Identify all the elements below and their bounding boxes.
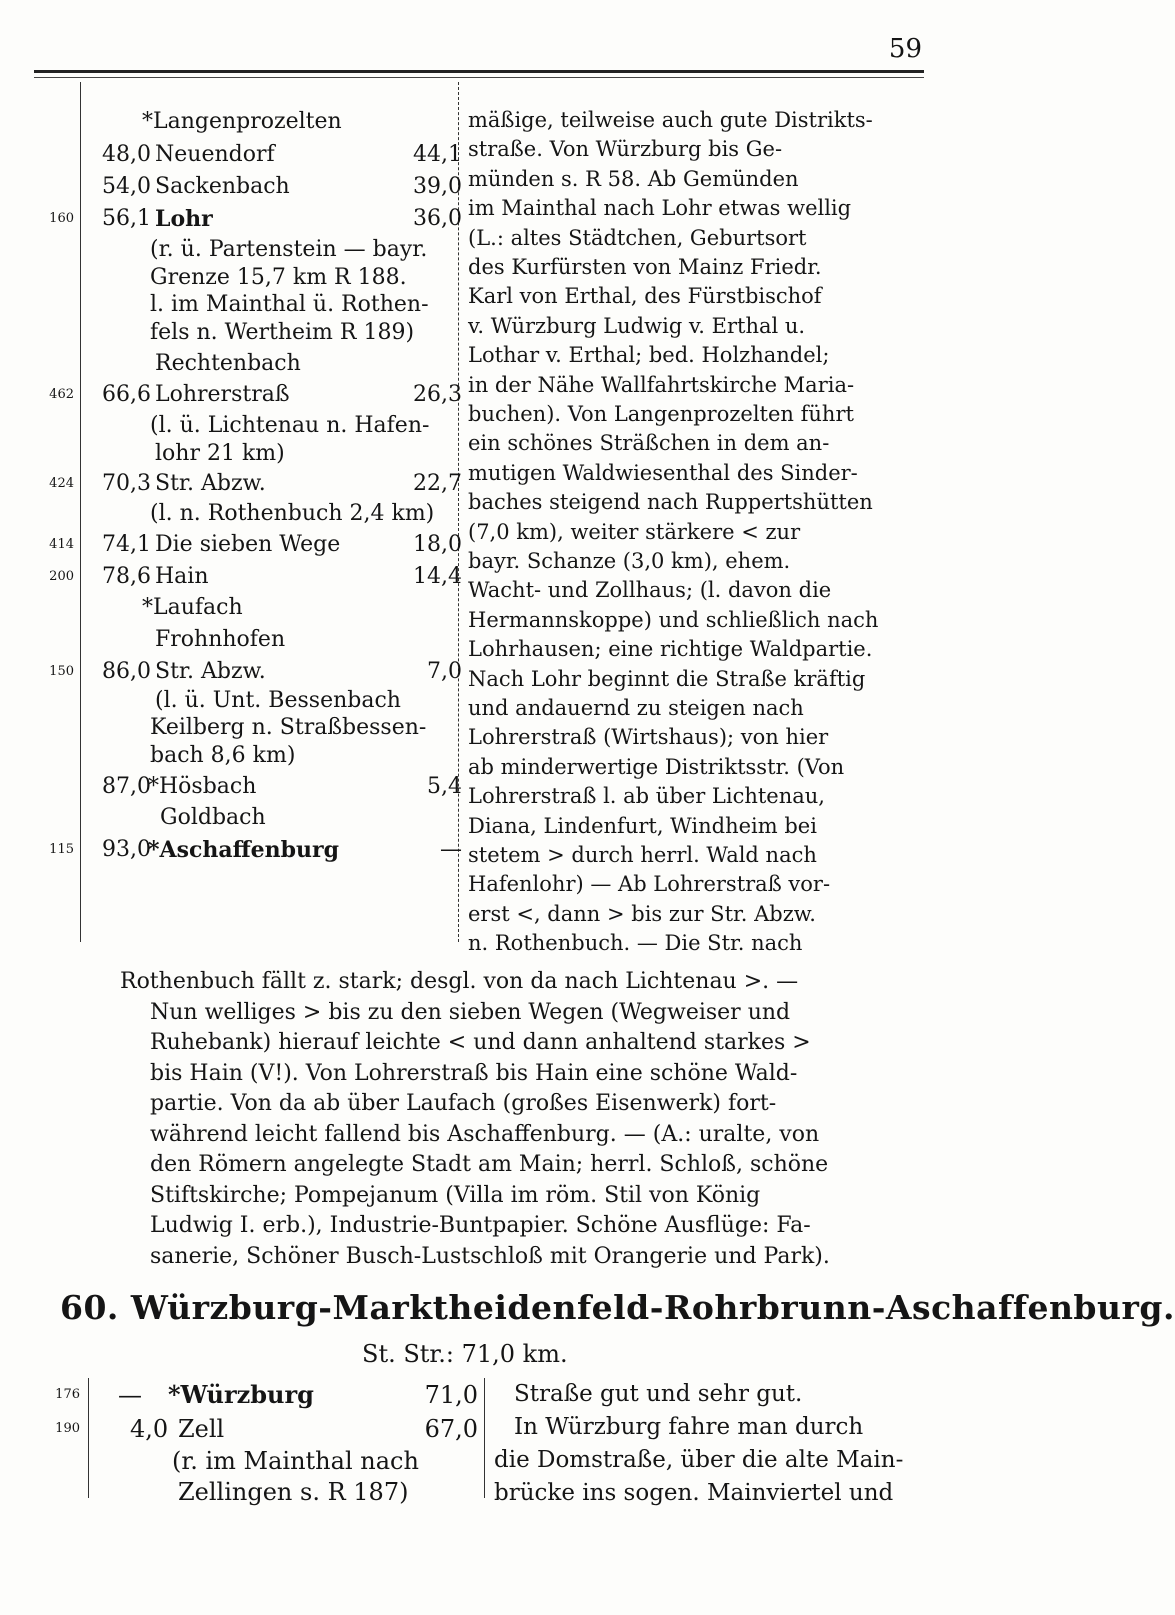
remaining-distance: 14,4 bbox=[413, 564, 462, 590]
altitude: 150 bbox=[49, 663, 74, 679]
text-line: bayr. Schanze (3,0 km), ehem. bbox=[468, 549, 791, 573]
place-name: Lohrerstraß bbox=[155, 382, 290, 408]
route-row bbox=[0, 202, 470, 236]
route-continuation: *Langenprozelten bbox=[142, 108, 342, 134]
text-line: ein schönes Sträßchen in dem an- bbox=[468, 431, 830, 456]
place-name: *Würzburg bbox=[168, 1380, 314, 1409]
text-line: und andauernd zu steigen nach bbox=[468, 696, 804, 720]
place-name: *Laufach bbox=[142, 595, 243, 621]
text-line: im Mainthal nach Lohr etwas wellig bbox=[468, 196, 852, 221]
distance: 66,6 bbox=[102, 382, 151, 408]
altitude: 160 bbox=[49, 211, 74, 226]
place-name: Str. Abzw. bbox=[155, 658, 266, 684]
remaining-distance: 22,7 bbox=[413, 471, 462, 497]
header-rule bbox=[34, 70, 924, 73]
text-line: brücke ins sogen. Mainviertel und bbox=[494, 1480, 894, 1506]
page-number: 59 bbox=[888, 34, 922, 64]
distance: 70,3 bbox=[102, 471, 151, 497]
route-row bbox=[0, 138, 470, 172]
route-subheading: St. Str.: 71,0 km. bbox=[362, 1340, 568, 1368]
route-note: (l. ü. Lichtenau n. Hafen- bbox=[150, 413, 430, 439]
remaining-distance: 26,3 bbox=[413, 382, 462, 408]
route-note: (r. ü. Partenstein — bayr. bbox=[150, 237, 428, 263]
route-note: Grenze 15,7 km R 188. bbox=[150, 264, 407, 290]
place-name: *Hösbach bbox=[148, 774, 257, 800]
route-note: (l. ü. Unt. Bessenbach bbox=[155, 687, 401, 713]
remaining-distance: 67,0 bbox=[424, 1415, 478, 1443]
distance: — bbox=[118, 1381, 142, 1409]
route-row bbox=[0, 528, 470, 562]
text-line: stetem > durch herrl. Wald nach bbox=[468, 843, 817, 867]
distance: 86,0 bbox=[102, 658, 151, 684]
distance: 74,1 bbox=[102, 532, 151, 558]
route-note: fels n. Wertheim R 189) bbox=[150, 319, 415, 345]
altitude: 414 bbox=[49, 537, 74, 553]
place-name: Lohr bbox=[155, 206, 213, 232]
place-name: Frohnhofen bbox=[155, 627, 286, 653]
text-line: Ruhebank) hierauf leichte < und dann anhaltend starkes > bbox=[150, 1030, 811, 1055]
place-name: Zell bbox=[178, 1415, 225, 1443]
altitude: 424 bbox=[49, 476, 74, 492]
place-name: Die sieben Wege bbox=[155, 532, 341, 558]
text-line: während leicht fallend bis Aschaffenburg. — (A.: uralte, von bbox=[150, 1121, 820, 1147]
text-line: In Würzburg fahre man durch bbox=[514, 1414, 864, 1440]
distance: 54,0 bbox=[102, 173, 151, 199]
text-line: Lohrhausen; eine richtige Waldpartie. bbox=[468, 637, 873, 662]
route-row bbox=[0, 770, 470, 804]
distance: 48,0 bbox=[102, 141, 151, 167]
distance: 93,0 bbox=[102, 836, 151, 862]
remaining-distance: 71,0 bbox=[424, 1381, 478, 1409]
remaining-distance: 39,0 bbox=[413, 173, 462, 199]
text-line: die Domstraße, über die alte Main- bbox=[494, 1447, 904, 1473]
text-line: Wacht- und Zollhaus; (l. davon die bbox=[468, 578, 832, 603]
text-line: Lohrerstraß (Wirtshaus); von hier bbox=[468, 725, 829, 750]
route-row bbox=[0, 170, 470, 204]
text-line: Lohrerstraß l. ab über Lichtenau, bbox=[468, 784, 825, 809]
place-name: Goldbach bbox=[160, 805, 266, 831]
remaining-distance: — bbox=[440, 836, 462, 862]
route-note: Keilberg n. Straßbessen- bbox=[150, 715, 427, 741]
place-name: Hain bbox=[155, 564, 209, 590]
place-name: Sackenbach bbox=[155, 173, 290, 199]
text-line: Diana, Lindenfurt, Windheim bei bbox=[468, 813, 817, 838]
text-line: erst <, dann > bis zur Str. Abzw. bbox=[468, 901, 816, 926]
text-line: Nach Lohr beginnt die Straße kräftig bbox=[468, 666, 866, 691]
altitude: 462 bbox=[49, 387, 74, 403]
route-row bbox=[0, 467, 470, 501]
remaining-distance: 18,0 bbox=[413, 532, 462, 558]
text-line: Karl von Erthal, des Fürstbischof bbox=[468, 284, 822, 309]
text-line: buchen). Von Langenprozelten führt bbox=[468, 402, 854, 426]
distance: 78,6 bbox=[102, 564, 151, 590]
text-line: Straße gut und sehr gut. bbox=[514, 1381, 803, 1407]
text-line: (L.: altes Städtchen, Geburtsort bbox=[468, 225, 807, 250]
text-line: (7,0 km), weiter stärkere < zur bbox=[468, 519, 801, 544]
place-name: Rechtenbach bbox=[155, 351, 301, 377]
distance: 56,1 bbox=[102, 206, 151, 231]
remaining-distance: 5,4 bbox=[427, 774, 462, 800]
remaining-distance: 7,0 bbox=[427, 658, 462, 684]
route-note: (l. n. Rothenbuch 2,4 km) bbox=[150, 500, 435, 526]
route-note: (r. im Mainthal nach bbox=[172, 1447, 419, 1475]
route-note: lohr 21 km) bbox=[155, 441, 285, 467]
text-line: mäßige, teilweise auch gute Distrikts- bbox=[468, 108, 873, 132]
route-row bbox=[0, 833, 470, 867]
route-heading: 60. Würzburg-Marktheidenfeld-Rohrbrunn-Aschaffenburg. bbox=[60, 1288, 1175, 1327]
text-line: baches steigend nach Ruppertshütten bbox=[468, 490, 873, 515]
text-line: ab minderwertige Distriktsstr. (Von bbox=[468, 754, 845, 779]
altitude: 200 bbox=[49, 569, 74, 585]
route-row bbox=[0, 1378, 490, 1412]
altitude: 190 bbox=[55, 1421, 80, 1436]
text-line: den Römern angelegte Stadt am Main; herrl. Schloß, schöne bbox=[150, 1152, 829, 1177]
distance: 87,0 bbox=[102, 774, 151, 800]
text-line: in der Nähe Wallfahrtskirche Maria- bbox=[468, 372, 855, 397]
place-name: Str. Abzw. bbox=[155, 471, 266, 497]
route-row bbox=[0, 1412, 490, 1446]
text-line: Nun welliges > bis zu den sieben Wegen (Wegweiser und bbox=[150, 999, 791, 1025]
text-line: münden s. R 58. Ab Gemünden bbox=[468, 166, 799, 191]
text-line: des Kurfürsten von Mainz Friedr. bbox=[468, 255, 822, 279]
text-line: v. Würzburg Ludwig v. Erthal u. bbox=[468, 313, 806, 338]
text-line: Rothenbuch fällt z. stark; desgl. von da nach Lichtenau >. — bbox=[120, 969, 799, 994]
text-line: Stiftskirche; Pompejanum (Villa im röm. Stil von König bbox=[150, 1182, 761, 1208]
altitude: 176 bbox=[55, 1387, 80, 1402]
text-line: Hafenlohr) — Ab Lohrerstraß vor- bbox=[468, 872, 831, 897]
place-name: *Aschaffenburg bbox=[148, 836, 340, 863]
route-note: l. im Mainthal ü. Rothen- bbox=[150, 292, 429, 318]
altitude: 115 bbox=[49, 841, 74, 857]
text-line: n. Rothenbuch. — Die Str. nach bbox=[468, 931, 803, 956]
place-name: Neuendorf bbox=[155, 141, 275, 167]
route-note: bach 8,6 km) bbox=[150, 743, 296, 769]
text-line: bis Hain (V!). Von Lohrerstraß bis Hain eine schöne Wald- bbox=[150, 1060, 798, 1086]
text-line: Hermannskoppe) und schließlich nach bbox=[468, 607, 879, 632]
route-row bbox=[0, 378, 470, 412]
text-line: Ludwig I. erb.), Industrie-Buntpapier. Schöne Ausflüge: Fa- bbox=[150, 1213, 811, 1238]
distance: 4,0 bbox=[130, 1415, 169, 1443]
remaining-distance: 36,0 bbox=[413, 206, 462, 231]
text-line: straße. Von Würzburg bis Ge- bbox=[468, 137, 783, 162]
route-row bbox=[0, 655, 470, 689]
route-note: Zellingen s. R 187) bbox=[178, 1478, 409, 1506]
text-line: Lothar v. Erthal; bed. Holzhandel; bbox=[468, 343, 830, 368]
text-line: sanerie, Schöner Busch-Lustschloß mit Orangerie und Park). bbox=[150, 1243, 830, 1269]
route-row bbox=[0, 560, 470, 594]
header-rule-thin bbox=[34, 77, 924, 78]
remaining-distance: 44,1 bbox=[413, 141, 462, 167]
text-line: mutigen Waldwiesenthal des Sinder- bbox=[468, 460, 858, 485]
text-line: partie. Von da ab über Laufach (großes Eisenwerk) fort- bbox=[150, 1091, 777, 1116]
